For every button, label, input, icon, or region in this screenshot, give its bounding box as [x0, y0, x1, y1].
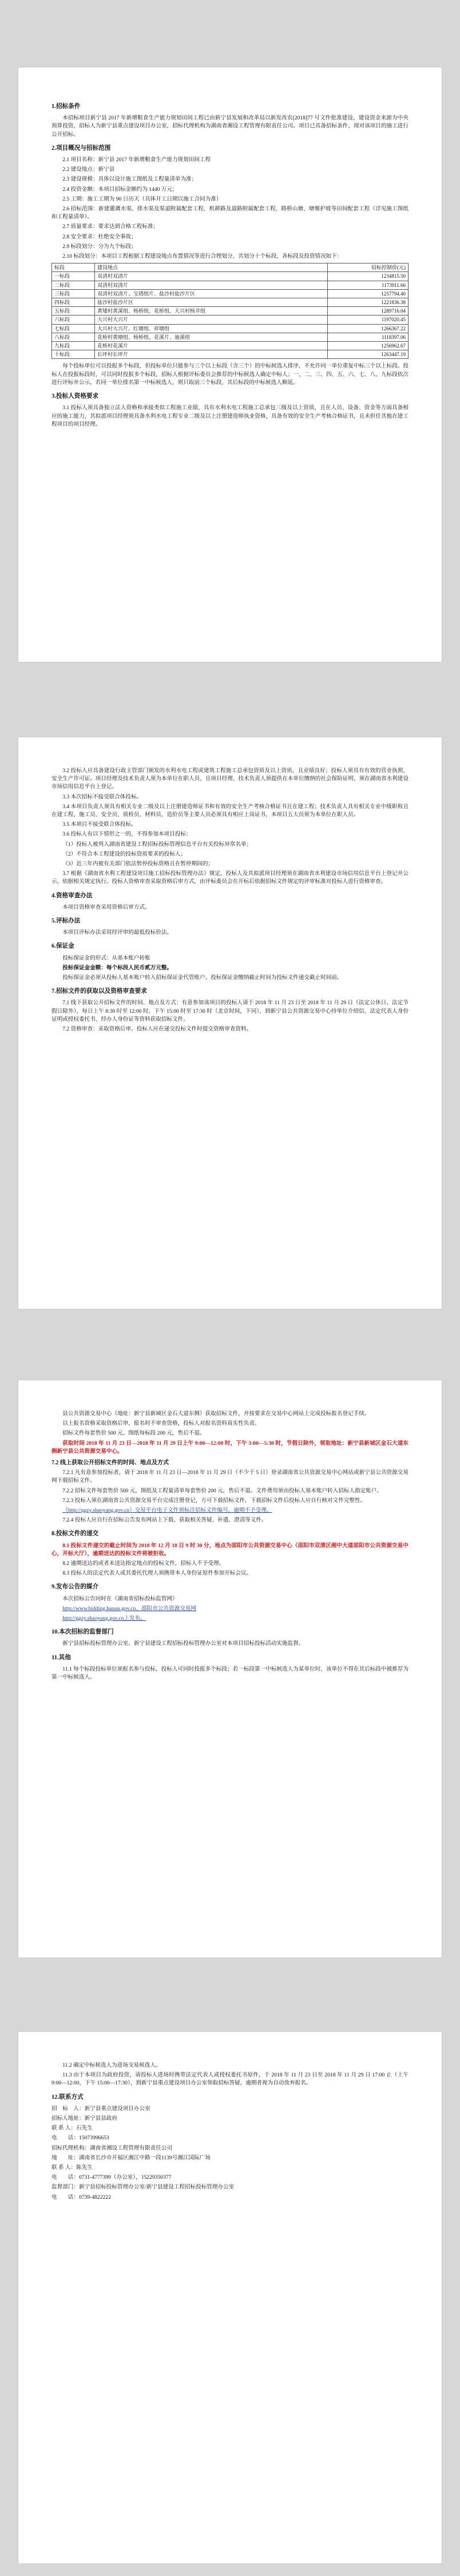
list-item: 2.5 工期：施工工期为 90 日历天（具体开工日期以施工合同为准）: [62, 195, 222, 202]
table-cell: 九标段: [52, 342, 95, 350]
table-cell: 五标段: [52, 307, 95, 315]
paragraph: 3.7 根据《湖南省水利工程建设项目施工招标投标管理办法》规定，投标人及其拟派项目经理须在湖南省水利建设市场信用信息平台上登记并公示，依据相关规定执行。投标人资格审查采取资格后审方式，由评标委员会在开标后依据招标文件规定的评审标准对投标人进行资格审查。: [51, 870, 409, 885]
list-item: 2.4 投资金额：本项目招标金额约为 1440 万元；: [62, 186, 178, 193]
list-item: 2.10 标段划分：本项目工程根据工程建设地点布置情况等进行合理划分，共划分十个标段，各标段及投资情况如下：: [62, 253, 343, 260]
table-cell: 六标段: [52, 315, 95, 324]
list-item: 2.3 建设规模：具体以设计施工图纸及工程量清单为准；: [62, 176, 197, 183]
table-header-row: [52, 263, 409, 272]
highlighted-paragraph: 8.1 投标文件递交的截止时间为 2018 年 12 月 18 日 9 时 30 分，地点为邵阳市公共资源交易中心（邵阳市双清区湘中大道邵阳市公共资源交易中心，开标大厅），逾期送达的投标文件将被拒收。: [51, 1542, 409, 1557]
paragraph: 投标保证金的形式：从基本账户转账: [62, 954, 150, 961]
section-heading: 1.招标条件: [51, 103, 81, 110]
bid-sections-table: [51, 263, 409, 359]
link-text[interactable]: （http://ggzy.shaoyang.gov.cn）交易平台电子文件须标注招标文件编号，逾期不予受理。: [62, 1507, 272, 1514]
table-cell: 1173911.66: [328, 281, 409, 289]
table-cell: 1289716.04: [328, 307, 409, 315]
table-cell: 双清村双清片: [95, 281, 328, 289]
table-cell: 双清村双清片、宝塔组片、盐沙村盐沙片区: [95, 289, 328, 298]
paragraph: 本招标项目新宁县 2017 年新增粮食生产能力规划田间工程已由新宁县发展和改革局以新发改农[2018]77 号文件批准建设，建设资金来源为中央预算投资，招标人为新宁县重点建设项目办公室，招标代理机构为湖南省湘设工程管理有限责任公司。项目已具备招标条件，现对该项目的施工进行公开招标。: [51, 115, 409, 138]
paragraph: 7.1 线下获取公开招标文件的时间、地点及方式：有意参加该项目的投标人请于 2018 年 11 月 23 日至 2018 年 11 月 29 日（法定公休日、法定节假日除外），每日上午 8:30 时至 12:00 时，下午 15:00 时至 17:30 时（北京时间，下同），到新宁县公共资源交易中心持单位介绍信、法定代表人身份证明或授权委托书、经办人身份证等资料获取招标文件。: [51, 1000, 409, 1023]
paragraph: 投标保证金金额：每个标段人民币贰万元整。: [62, 964, 173, 971]
table-cell: 大兴村大兴片、红塘组、祥塘组: [95, 324, 328, 333]
table-header: 招标控制价(元): [328, 263, 409, 272]
section-heading: 2.项目概况与招标范围: [51, 145, 111, 151]
contact-line: 地 址：湖南省长沙市开福区湘江中路一段1139号湘江国际广场: [51, 2154, 211, 2161]
table-cell: 八标段: [52, 333, 95, 341]
paragraph: 8.3 投标人的法定代表人或其委托代理人须携带本人身份证原件参加开标会议。: [62, 1570, 252, 1577]
table-row: [52, 333, 409, 341]
section-heading: 3.投标人资格要求: [51, 393, 99, 400]
paragraph: 3.2 投标人应具备建设行政主管部门颁发的水利水电工程或建筑工程施工总承包资质及以上资质，且业绩良好；投标人须具有有效的营业执照、安全生产许可证。项目经理及技术负责人须为本单位在职人员，且项目经理、技术负责人须提供在本单位缴纳的社会保险证明，须在湖南省水利建设市场信用信息平台上登记。: [51, 768, 409, 790]
contact-line: 招 标 人：新宁县重点建设项目办公室: [51, 2105, 150, 2112]
table-cell: 二标段: [52, 281, 95, 289]
list-item: （3）近三年内被有关部门依法暂停投标资格且在暂停期间的；: [62, 861, 214, 868]
document-page-1: [18, 67, 442, 662]
table-row: [52, 350, 409, 359]
contact-line: 电 话：0731-4777399（办公室），15229350377: [51, 2174, 172, 2181]
document-page-3: [18, 1380, 442, 1958]
paragraph: 11.3 由于本项目为政府投资，请投标人进场时携带法定代表人或授权委托书原件，于 2018 年 11 月 23 日至 2018 年 11 月 29 日 17:00 止（上午 9:00—12:00，下午 15:00—17:30），到新宁县重点建设项目办公室领取招标答疑，逾期者视为自动放弃报名。: [51, 2072, 409, 2087]
table-cell: 双清村双清片: [95, 272, 328, 281]
table-cell: 1266367.22: [328, 324, 409, 333]
table-cell: 1197020.45: [328, 315, 409, 324]
paragraph: 11.2 确定中标候选人为进场交易候选人。: [62, 2062, 161, 2068]
table-row: [52, 324, 409, 333]
contact-line: 电 话：15073996653: [51, 2135, 109, 2142]
table-row: [52, 281, 409, 289]
table-cell: 1263447.19: [328, 350, 409, 359]
section-heading: 11.其他: [51, 1654, 71, 1661]
list-item: （2）不符合本工程建设的投标资质要求的投标人；: [62, 850, 187, 857]
table-cell: 十标段: [52, 350, 95, 359]
list-item: 2.9 标段划分：分为九个标段；: [62, 243, 137, 250]
document-page-2: [18, 737, 442, 1309]
table-header: 建设地点: [95, 263, 328, 272]
section-heading: 9.发布公告的媒介: [51, 1584, 99, 1591]
table-cell: 花桥村花溪片: [95, 342, 328, 350]
table-header: 标段: [52, 263, 95, 272]
section-heading: 12.联系方式: [51, 2094, 84, 2100]
paragraph: 新宁县招标投标管理办公室、新宁县建设工程招标投标管理办公室对本项目招标投标活动实施监督。: [62, 1640, 304, 1647]
table-row: [52, 315, 409, 324]
list-item: 2.2 建设地点：新宁县: [62, 166, 115, 173]
table-cell: 1118397.06: [328, 333, 409, 341]
paragraph: 3.6 投标人有以下情形之一的，不得参加本项目投标：: [62, 831, 192, 838]
highlighted-paragraph: 获取时间 2018 年 11 月 23 日—2018 年 11 月 29 日上午 9:00—12:00 时，下午 3:00—5:30 时，节假日除外，领取地址：新宁县新城区金石大道东侧新宁县公共资源交易中心。: [51, 1440, 409, 1455]
paragraph: 本项目评标办法采用经评审的最低投标价法。: [62, 929, 173, 936]
table-row: [52, 342, 409, 350]
list-item: （1）投标人被列入湖南省建设工程招标投标管理信息平台有关投标异常名单；: [62, 841, 252, 848]
paragraph: 投标保证金必须从投标人基本账户转入招标保证金代管账户。投标保证金缴纳截止时间为投标文件递交截止时间前。: [62, 975, 343, 981]
paragraph: 7.2.3 投标人须在湖南省公共资源交易平台完成注册登记，方可下载招标文件，下载招标文件后投标人应自行核对文件完整性。: [62, 1497, 366, 1504]
contact-line: 电 话：0739-4822222: [51, 2194, 111, 2200]
table-cell: 1257794.40: [328, 289, 409, 298]
table-cell: 花桥村黄塘组、杨桥组、花溪片、迪溪组: [95, 333, 328, 341]
paragraph: 本项目资格审查采用资格后审方式。: [62, 904, 150, 910]
contact-line: 招标代理机构：湖南省湘设工程管理有限责任公司: [51, 2144, 173, 2151]
paragraph: 每个投标单位可以投报多个标段，但投标单位只能参与三个以上标段（含三个）的中标候选人排序，不允许同一单位重复中标三个以上标段。投标人在投报标段时，可以同时投报多个标段，招标人根据评标委员会推荐的中标候选人确定中标人；一、二、三、四、五、六、七、八、九标段依次进行评标并公示，若同一单位排名第一中标候选人，则只取前三个标段，其后标段的中标候选人顺延。: [51, 363, 409, 386]
paragraph: 3.5 本项目不接受联合体投标。: [62, 821, 137, 828]
table-cell: 盐沙村盐沙片区: [95, 298, 328, 307]
document-page-4: [18, 2032, 442, 2563]
table-cell: 大兴村大兴片: [95, 315, 328, 324]
section-heading: 6.保证金: [51, 943, 74, 950]
paragraph: 本次招标公告同时在《湖南省招标投标监管网》: [62, 1595, 178, 1602]
list-item: 2.1 项目名称：新宁县 2017 年新增粮食生产能力规划田间工程: [62, 157, 211, 163]
contact-line: 招标人地址：新宁县县政府: [51, 2115, 118, 2122]
paragraph: 县公共资源交易中心（地址：新宁县新城区金石大道东侧）获取招标文件，并按要求在交易中心网站上完成投标报名登记手续。: [62, 1411, 370, 1417]
paragraph: 3.3 本次招标不接受联合体投标。: [62, 793, 142, 800]
table-cell: 黄矮村黄溪组、杨桥组、花桥组、大兴村杨井组: [95, 307, 328, 315]
paragraph: 7.2.4 投标人应自行在招标公告发布网站上下载、获取相关答疑、补遗、澄清等文件。: [62, 1517, 267, 1524]
list-item: 2.6 招标范围：新建灌溉水渠、排水渠及渠道附属配套工程，机耕路及道路附属配套工程，路桥山塘、塘堰护坡等田间配套工程（详见施工图纸和工程量清单）。: [51, 206, 409, 221]
link-text[interactable]: http://ggzy.shaoyang.gov.cn上发布。: [62, 1615, 146, 1622]
table-cell: 1234815.50: [328, 272, 409, 281]
section-heading: 8.投标文件的递交: [51, 1531, 99, 1537]
paragraph: 7.2.1 凡有意参加投标者，请于 2018 年 11 月 23 日—2018 年 11 月 29 日（不少于 5 日）登录湖南省公共资源交易中心网站或新宁县公共资源交易网下载招标文件。: [51, 1469, 409, 1484]
paragraph: 3.4 本项目负责人须具有相关专业二级及以上注册建造师证书和有效的安全生产考核合格证书且在建工程；技术负责人具有相关专业中级职称且在建工程，施工员、安全员、质检员、材料员、造价员等主要人员必须具有相应上岗证书，本项目五大员须为本单位在职人员。: [51, 803, 409, 818]
contact-line: 联 系 人：石先生: [51, 2125, 93, 2132]
table-row: [52, 272, 409, 281]
section-heading: 10.本次招标的监督部门: [51, 1629, 114, 1636]
subsection-heading: 7.2 线上获取公开招标文件的时间、地点及方式: [51, 1460, 169, 1467]
contact-line: 联 系 人：陈先生: [51, 2164, 93, 2171]
list-item: 2.8 安全要求：杜绝安全事故；: [62, 233, 137, 240]
list-item: 2.7 质量要求：要求达到合格工程标准；: [62, 223, 159, 230]
link-text[interactable]: http://www.bidding.hunan.gov.cn、邵阳市公共资源交易网: [62, 1605, 196, 1612]
paragraph: 8.2 逾期送达的或者未送达指定地点的投标文件，招标人不予受理。: [62, 1560, 225, 1567]
paragraph: 3.1 投标人须具备独立法人资格和承接类似工程施工业绩，具有水利水电工程施工总承包三级及以上资质，且在人员、设备、资金等方面具备相应的施工能力，其拟派项目经理须具备水利水电工程专业二级及以上注册建造师执业资格，具备有效的安全生产考核合格证书，且未担任其他在建工程项目的项目经理。: [51, 405, 409, 428]
section-heading: 5.评标办法: [51, 918, 81, 925]
section-heading: 7.招标文件的获取以及资格审查要求: [51, 988, 147, 995]
contact-line: 监督部门：新宁县招标投标管理办公室/新宁县建设工程招标投标管理办公室: [51, 2184, 235, 2191]
paragraph: 7.2.2 招标文件每套售价 500 元，图纸及工程量清单每套售价 200 元，售后不退。文件费用须由投标人基本账户转入招标人指定账户。: [62, 1487, 383, 1494]
table-cell: 七标段: [52, 324, 95, 333]
table-row: [52, 289, 409, 298]
table-cell: 1221836.38: [328, 298, 409, 307]
section-heading: 4.资格审查办法: [51, 892, 93, 899]
paragraph: 以上报名资格采取资格后审，报名时不审查资格，投标人对报名资料真实性负责。: [62, 1420, 260, 1427]
paragraph: 招标文件每套售价 500 元，图纸每标段 200 元，售后不退。: [62, 1430, 205, 1437]
table-row: [52, 307, 409, 315]
table-cell: 四标段: [52, 298, 95, 307]
table-cell: 一标段: [52, 272, 95, 281]
table-cell: 1256962.67: [328, 342, 409, 350]
paragraph: 7.2 资格审查：采取资格后审。投标人应在递交投标文件时提交资格审查资料。: [62, 1026, 252, 1033]
table-row: [52, 298, 409, 307]
table-cell: 三标段: [52, 289, 95, 298]
paragraph: 11.1 每个标段投标单位须报名参与投标，投标人可同时投报多个标段；若一标段第一中标候选人为某单位时，该单位不得在其后标段中被推荐为第一中标候选人。: [51, 1666, 409, 1681]
table-cell: 长坪村长坪片: [95, 350, 328, 359]
